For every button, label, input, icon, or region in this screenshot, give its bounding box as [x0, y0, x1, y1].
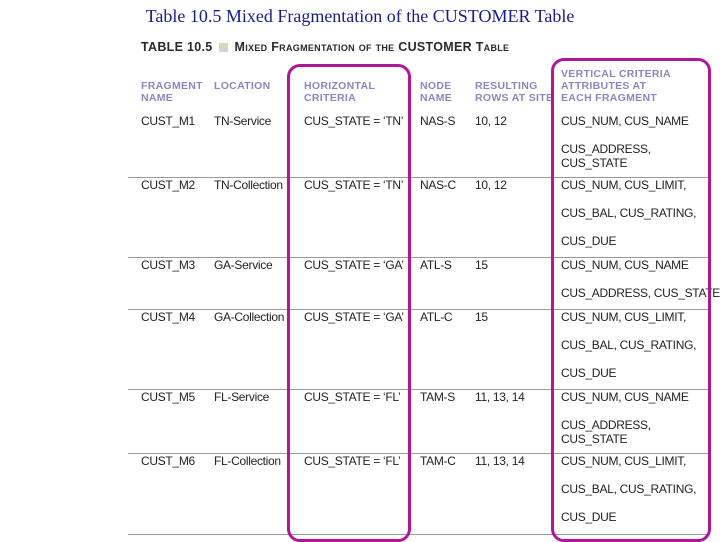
cell-location: GA-Collection	[214, 310, 285, 324]
cell-node: TAM-C	[420, 454, 456, 468]
cell-fragment: CUST_M2	[141, 178, 195, 192]
cell-rows: 15	[475, 310, 488, 324]
cell-node: TAM-S	[420, 390, 455, 404]
table-caption	[141, 40, 509, 54]
cell-criteria: CUS_STATE = ‘TN’	[304, 114, 404, 128]
cell-attribute: CUS_NUM, CUS_LIMIT,	[561, 178, 686, 192]
cell-rows: 11, 13, 14	[475, 390, 525, 404]
cell-attribute: CUS_STATE	[561, 432, 628, 446]
cell-node: NAS-C	[420, 178, 456, 192]
header-line: ROWS AT SITE	[475, 92, 554, 104]
cell-attribute: CUS_NUM, CUS_LIMIT,	[561, 310, 686, 324]
cell-criteria: CUS_STATE = ‘GA’	[304, 310, 404, 324]
cell-attribute: CUS_STATE	[561, 156, 628, 170]
cell-attribute: CUS_DUE	[561, 366, 617, 380]
header-line: RESULTING	[475, 80, 538, 92]
cell-attribute: CUS_NUM, CUS_NAME	[561, 258, 689, 272]
cell-fragment: CUST_M4	[141, 310, 195, 324]
header-line: NAME	[420, 92, 453, 104]
cell-fragment: CUST_M6	[141, 454, 195, 468]
cell-node: NAS-S	[420, 114, 456, 128]
caption-square-icon	[219, 43, 228, 52]
cell-attribute: CUS_BAL, CUS_RATING,	[561, 206, 697, 220]
cell-attribute: CUS_DUE	[561, 234, 617, 248]
cell-node: ATL-S	[420, 258, 452, 272]
cell-attribute: CUS_DUE	[561, 510, 617, 524]
cell-criteria: CUS_STATE = ‘FL’	[304, 390, 401, 404]
cell-location: FL-Collection	[214, 454, 281, 468]
cell-attribute: CUS_BAL, CUS_RATING,	[561, 338, 697, 352]
cell-node: ATL-C	[420, 310, 453, 324]
cell-rows: 15	[475, 258, 488, 272]
cell-attribute: CUS_ADDRESS,	[561, 418, 651, 432]
header-line: NODE	[420, 80, 452, 92]
table-number: TABLE 10.5	[141, 40, 213, 54]
cell-attribute: CUS_ADDRESS,	[561, 142, 651, 156]
header-line: HORIZONTAL	[304, 80, 376, 92]
header-fragment-name	[141, 80, 203, 104]
header-node-name	[420, 80, 452, 104]
cell-fragment: CUST_M3	[141, 258, 195, 272]
cell-attribute: CUS_ADDRESS, CUS_STATE	[561, 286, 720, 300]
slide-title: Table 10.5 Mixed Fragmentation of the CUSTOMER Table	[145, 6, 575, 26]
cell-criteria: CUS_STATE = ‘FL’	[304, 454, 401, 468]
table-scan	[128, 34, 720, 540]
cell-location: FL-Service	[214, 390, 270, 404]
cell-criteria: CUS_STATE = ‘GA’	[304, 258, 404, 272]
cell-rows: 11, 13, 14	[475, 454, 525, 468]
cell-attribute: CUS_NUM, CUS_NAME	[561, 114, 689, 128]
header-location	[214, 80, 270, 92]
vertical-criteria-highlight	[551, 58, 711, 542]
cell-attribute: CUS_BAL, CUS_RATING,	[561, 482, 697, 496]
cell-fragment: CUST_M1	[141, 114, 195, 128]
header-line: VERTICAL CRITERIA	[561, 68, 671, 80]
cell-attribute: CUS_NUM, CUS_LIMIT,	[561, 454, 686, 468]
header-resulting-rows	[475, 80, 553, 104]
table-caption-text: Mixed Fragmentation of the CUSTOMER Table	[234, 40, 510, 54]
header-line: ATTRIBUTES AT	[561, 80, 647, 92]
cell-fragment: CUST_M5	[141, 390, 195, 404]
cell-location: GA-Service	[214, 258, 273, 272]
header-line: CRITERIA	[304, 92, 356, 104]
header-line: NAME	[141, 92, 174, 104]
header-line: FRAGMENT	[141, 80, 203, 92]
horizontal-criteria-highlight	[287, 64, 411, 542]
cell-rows: 10, 12	[475, 178, 507, 192]
cell-location: TN-Service	[214, 114, 272, 128]
header-line: LOCATION	[214, 80, 271, 92]
cell-location: TN-Collection	[214, 178, 283, 192]
header-line: EACH FRAGMENT	[561, 92, 658, 104]
cell-rows: 10, 12	[475, 114, 507, 128]
cell-attribute: CUS_NUM, CUS_NAME	[561, 390, 689, 404]
cell-criteria: CUS_STATE = ‘TN’	[304, 178, 404, 192]
